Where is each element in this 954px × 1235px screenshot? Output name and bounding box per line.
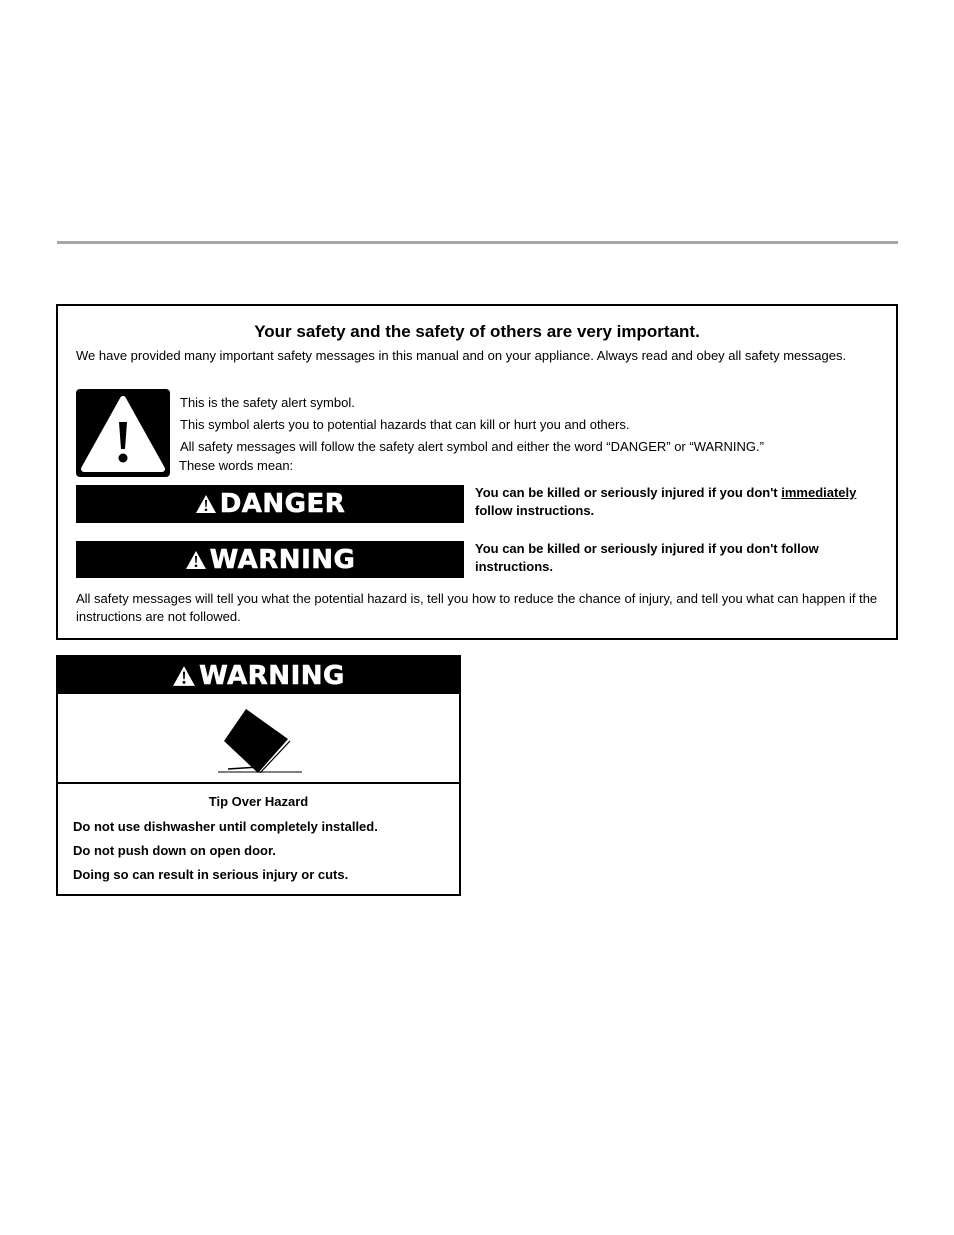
symbol-line-3: All safety messages will follow the safety alert symbol and either the word “DANGER” or “WARNING.” xyxy=(180,439,764,454)
tip-over-warning-box xyxy=(56,655,461,896)
symbol-line-2: This symbol alerts you to potential hazards that can kill or hurt you and others. xyxy=(180,417,630,432)
warning-banner xyxy=(76,541,464,578)
warning-alert-icon xyxy=(185,550,207,570)
safety-alert-icon xyxy=(76,389,170,477)
safety-intro: We have provided many important safety messages in this manual and on your appliance. Always read and obey all safety messages. xyxy=(76,348,847,363)
tip-warning-alert-icon xyxy=(172,665,196,687)
tip-over-warning-banner xyxy=(58,657,459,694)
danger-desc-emphasis: immediately xyxy=(781,485,857,500)
header-rule xyxy=(57,241,898,244)
danger-banner xyxy=(76,485,464,523)
tip-instruction-2: Do not push down on open door. xyxy=(73,843,276,858)
danger-description xyxy=(475,484,895,520)
tip-over-hazard-icon xyxy=(216,707,306,777)
tip-instruction-3: Doing so can result in serious injury or cuts. xyxy=(73,867,349,882)
tip-warning-word: WARNING xyxy=(199,660,345,691)
tip-over-title: Tip Over Hazard xyxy=(208,794,309,809)
safety-title: Your safety and the safety of others are very important. xyxy=(254,322,700,341)
safety-information-box xyxy=(56,304,898,640)
warning-description: You can be killed or seriously injured if you don't follow instructions. xyxy=(475,541,819,574)
danger-word: DANGER xyxy=(219,489,346,519)
danger-desc-start: You can be killed or seriously injured if you don't xyxy=(475,485,782,500)
symbol-line-4: These words mean: xyxy=(179,458,294,473)
tip-divider xyxy=(58,782,459,784)
danger-desc-end: follow instructions. xyxy=(475,503,595,518)
safety-footer: All safety messages will tell you what the potential hazard is, tell you how to reduce the chance of injury, and tell you what can happen if the instructions are not followed. xyxy=(76,591,878,624)
symbol-line-1: This is the safety alert symbol. xyxy=(180,395,355,410)
danger-alert-icon xyxy=(195,494,217,514)
tip-instruction-1: Do not use dishwasher until completely installed. xyxy=(73,819,378,834)
warning-word: WARNING xyxy=(209,544,356,575)
